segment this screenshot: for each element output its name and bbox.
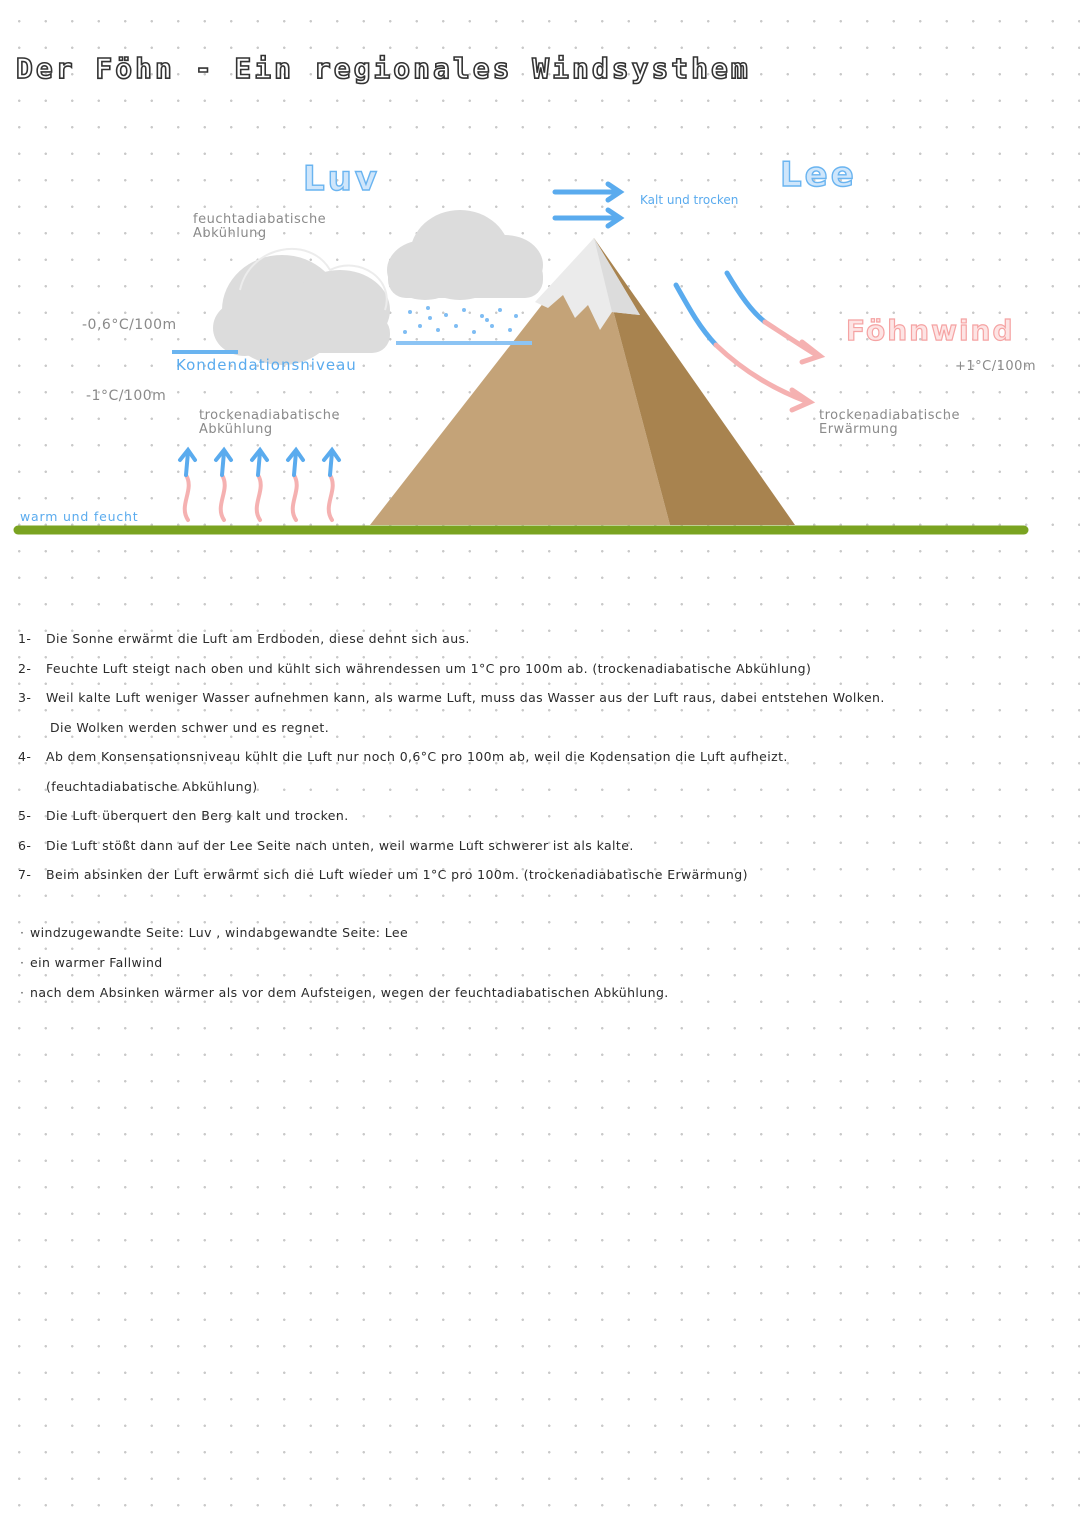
step-item: (feuchtadiabatische Abkühlung) xyxy=(46,778,258,794)
bullet-item: · ein warmer Fallwind xyxy=(18,952,1073,982)
rising-air-arrows xyxy=(180,450,339,520)
step-item: 7- Beim absinken der Luft erwärmt sich die Luft wieder um 1°C pro 100m. (trockenadiabatische Erwärmung) xyxy=(18,867,748,882)
bullet-item: · windzugewandte Seite: Luv , windabgewandte Seite: Lee xyxy=(18,922,1073,952)
warm-moist-label: warm und feucht xyxy=(20,509,139,524)
step-item: 5- Die Luft überquert den Berg kalt und trocken. xyxy=(18,808,349,823)
cold-dry-label: Kalt und trocken xyxy=(640,193,739,207)
luv-label: Luv xyxy=(303,159,381,199)
step-item: 1- Die Sonne erwärmt die Luft am Erdboden, diese dehnt sich aus. xyxy=(18,631,470,646)
rain-drops xyxy=(403,306,518,334)
lee-label: Lee xyxy=(780,155,857,195)
step-item: Die Wolken werden schwer und es regnet. xyxy=(50,719,330,735)
step-item: 6- Die Luft stößt dann auf der Lee Seite nach unten, weil warme Luft schwerer ist als kalte. xyxy=(18,837,634,853)
foehnwind-label: Föhnwind xyxy=(846,314,1015,347)
diagram-graphic xyxy=(0,140,1080,560)
dry-adiabatic-warming-label: trockenadiabatische Erwärmung xyxy=(819,408,960,437)
rate-plus-1-label: +1°C/100m xyxy=(955,359,1037,374)
foehn-diagram xyxy=(0,140,1080,560)
step-item: 3- Weil kalte Luft weniger Wasser aufnehmen kann, als warme Luft, muss das Wasser aus der Luft raus, dabei entstehen Wolken. xyxy=(18,690,885,705)
page-title: Der Föhn - Ein regionales Windsysthem xyxy=(16,52,751,85)
cloud-left xyxy=(213,255,390,365)
step-item: 2- Feuchte Luft steigt nach oben und kühlt sich währendessen um 1°C pro 100m ab. (trockenadiabatische Abkühlung) xyxy=(18,660,812,676)
explanation-notes xyxy=(18,628,1073,1012)
condensation-level-label: Kondendationsniveau xyxy=(176,356,357,374)
cloud-right xyxy=(387,210,543,300)
dry-adiabatic-cooling-label: trockenadiabatische Abkühlung xyxy=(199,408,340,437)
top-arrows xyxy=(555,184,620,226)
rate-1-label: -1°C/100m xyxy=(86,388,167,404)
step-item: 4- Ab dem Konsensationsniveau kühlt die Luft nur noch 0,6°C pro 100m ab, weil die Kodensation die Luft aufheizt. xyxy=(18,749,788,764)
moist-adiabatic-cooling-label: feuchtadiabatische Abkühlung xyxy=(193,212,327,241)
rate-0-6-label: -0,6°C/100m xyxy=(82,317,177,333)
bullet-item: · nach dem Absinken wärmer als vor dem Aufsteigen, wegen der feuchtadiabatischen Abkühlung. xyxy=(18,982,1073,1012)
